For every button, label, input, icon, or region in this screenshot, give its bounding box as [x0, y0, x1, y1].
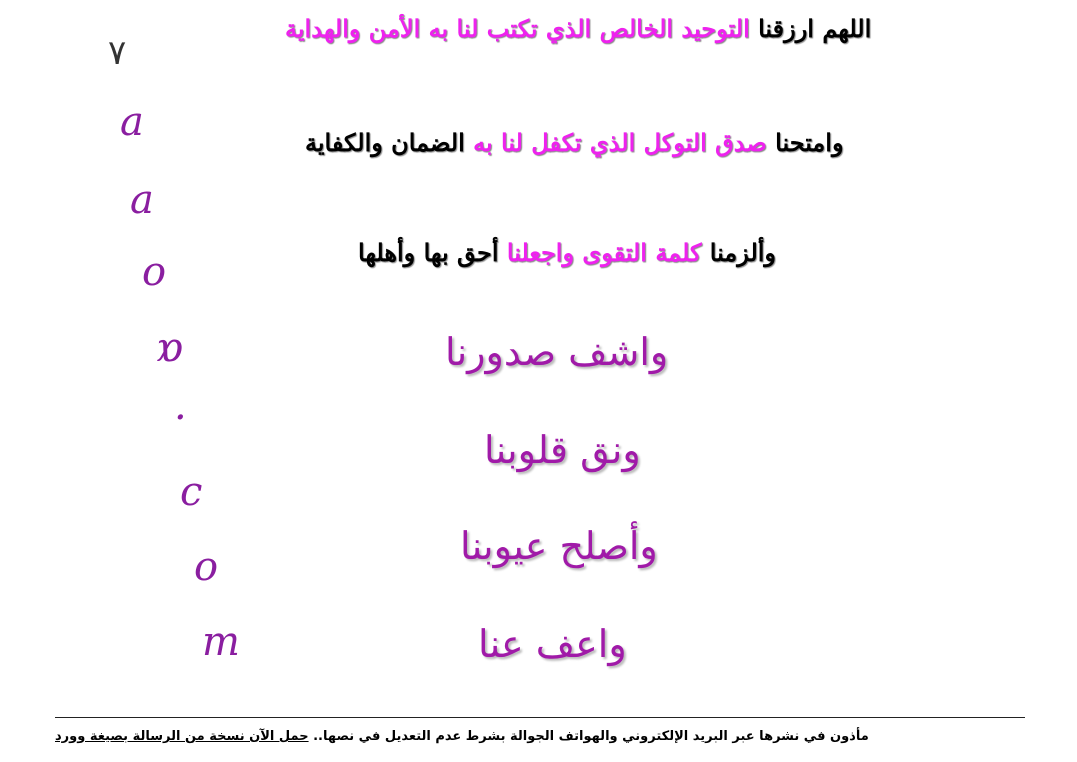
- margin-glyph-2: a: [120, 99, 144, 145]
- verse-line-3-part-3: أحق بها وأهلها: [358, 238, 499, 267]
- margin-glyph-1: ٧: [108, 33, 127, 73]
- prayer-line-forgive-us: واعف عنا: [478, 622, 627, 666]
- margin-glyph-4: o: [142, 249, 167, 295]
- margin-glyph-8: o: [194, 544, 219, 590]
- prayer-line-purify-hearts: ونق قلوبنا: [484, 428, 641, 472]
- footer: [55, 729, 869, 744]
- margin-glyph-6: ·: [174, 395, 187, 441]
- prayer-line-heal-chests: واشف صدورنا: [445, 330, 669, 374]
- margin-glyph-9: m: [202, 619, 240, 665]
- verse-line-1: [285, 14, 871, 43]
- footer-divider: [55, 717, 1025, 718]
- verse-line-3: [358, 238, 776, 267]
- footer-notice: مأذون في نشرها عبر البريد الإلكتروني والهواتف الجوالة بشرط عدم التعديل في نصها..: [313, 729, 869, 744]
- download-word-link[interactable]: حمل الآن نسخة من الرسالة بصيغة وورد: [55, 729, 309, 744]
- verse-line-1-part-1: اللهم ارزقنا: [758, 14, 872, 43]
- verse-line-2-part-1: وامتحنا: [775, 128, 844, 157]
- margin-glyph-3: a: [130, 177, 154, 223]
- verse-line-1-part-2: التوحيد الخالص الذي تكتب لنا به الأمن والهداية: [285, 14, 750, 43]
- margin-glyph-7: c: [180, 469, 203, 515]
- verse-line-2: [305, 128, 844, 157]
- margin-glyph-5: ɒ: [156, 325, 184, 371]
- verse-line-2-part-2: صدق التوكل الذي تكفل لنا به: [473, 128, 767, 157]
- verse-line-3-part-2: كلمة التقوى واجعلنا: [506, 238, 702, 267]
- verse-line-2-part-3: الضمان والكفاية: [305, 128, 465, 157]
- prayer-line-mend-faults: وأصلح عيوبنا: [460, 524, 658, 568]
- verse-line-3-part-1: وألزمنا: [709, 238, 777, 267]
